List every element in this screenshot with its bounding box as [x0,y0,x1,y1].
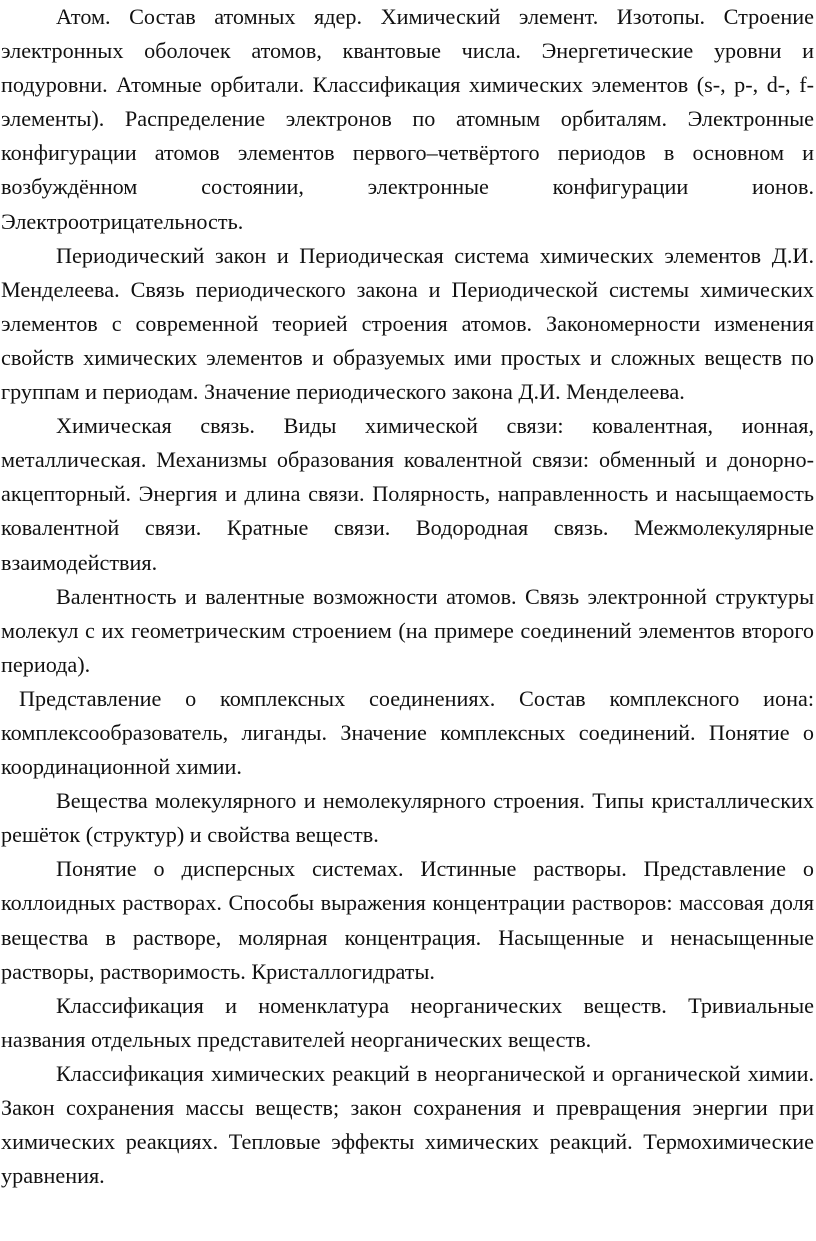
paragraph-reaction-classification: Классификация химических реакций в неорганической и органической химии. Закон сохранения массы веществ; закон сохранения и превращения энергии при химических реакциях. Тепловые эффекты химических реакций. Термохимические уравнения. [1,1060,814,1189]
paragraph-disperse-systems: Понятие о дисперсных системах. Истинные растворы. Представление о коллоидных растворах. Способы выражения концентрации растворов: массовая доля вещества в растворе, молярная концентрация. Насыщенные и ненасыщенные растворы, растворимость. Кристаллогидраты. [1,856,814,984]
paragraph-inorganic-classification: Классификация и номенклатура неорганических веществ. Тривиальные названия отдельных представителей неорганических веществ. [1,992,814,1052]
paragraph-complex-compounds: Представление о комплексных соединениях. Состав комплексного иона: комплексообразователь, лиганды. Значение комплексных соединений. Понятие о координационной химии. [1,685,814,780]
paragraph-molecular-structure: Вещества молекулярного и немолекулярного строения. Типы кристаллических решёток (структур) и свойства веществ. [1,788,814,848]
paragraph-atom-structure: Атом. Состав атомных ядер. Химический элемент. Изотопы. Строение электронных оболочек атомов, квантовые числа. Энергетические уровни и подуровни. Атомные орбитали. Классификация химических элементов (s-, p-, d-, f-элементы). Распределение электронов по атомным орбиталям. Электронные конфигурации атомов элементов первого–четвёртого периодов в основном и возбуждённом состоянии, электронные конфигурации ионов. Электроотрицательность. [1,4,814,234]
paragraph-chemical-bond: Химическая связь. Виды химической связи: ковалентная, ионная, металлическая. Механизмы образования ковалентной связи: обменный и донорно-акцепторный. Энергия и длина связи. Полярность, направленность и насыщаемость ковалентной связи. Кратные связи. Водородная связь. Межмолекулярные взаимодействия. [1,413,814,575]
paragraph-valence: Валентность и валентные возможности атомов. Связь электронной структуры молекул с их геометрическим строением (на примере соединений элементов второго периода). [1,583,814,677]
paragraph-periodic-law: Периодический закон и Периодическая система химических элементов Д.И. Менделеева. Связь периодического закона и Периодической системы химических элементов с современной теорией строения атомов. Закономерности изменения свойств химических элементов и образуемых ими простых и сложных веществ по группам и периодам. Значение периодического закона Д.И. Менделеева. [1,242,814,405]
